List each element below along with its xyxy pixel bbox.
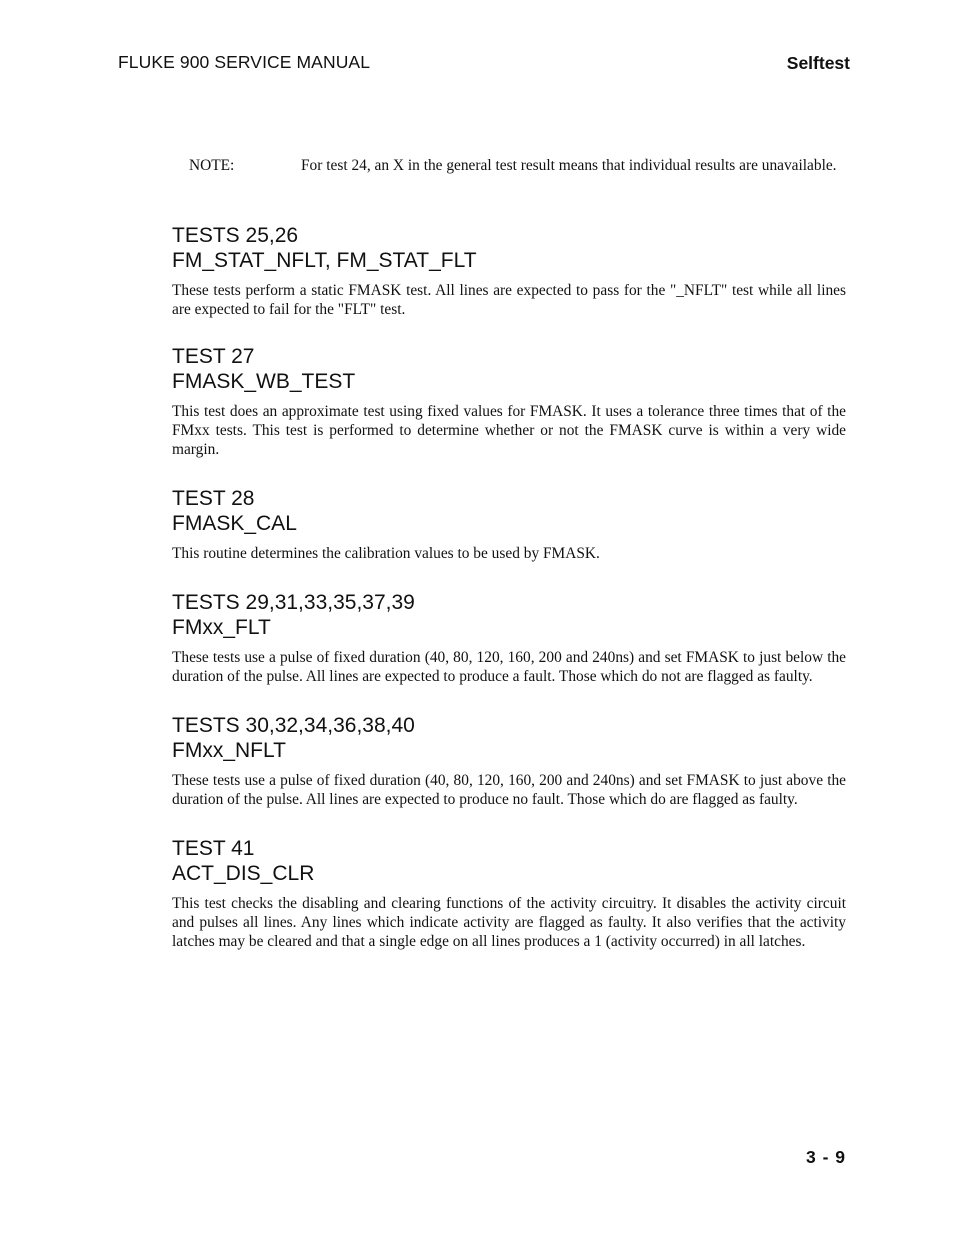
section-heading-number: TESTS 30,32,34,36,38,40	[172, 714, 415, 737]
section-body: This test checks the disabling and clearing functions of the activity circuitry. It disables the activity circuit and pulses all lines. Any lines which indicate activity are flagged as faulty. It also verifies that the activity latches may be cleared and that a single edge on all lines produces a 1 (activity occurred) in all latches.	[172, 895, 846, 950]
section-heading-name: FMASK_CAL	[172, 511, 297, 535]
note-block	[189, 156, 849, 175]
section-test-41	[172, 837, 846, 951]
section-tests-30-40	[172, 714, 846, 809]
running-header	[118, 52, 850, 76]
section-heading-name: FMASK_WB_TEST	[172, 369, 356, 393]
page-number: 3 - 9	[805, 1147, 846, 1167]
section-test-27	[172, 345, 846, 459]
section-heading-number: TESTS 25,26	[172, 224, 299, 247]
section-heading-number: TEST 41	[172, 837, 255, 860]
section-tests-25-26	[172, 224, 846, 319]
section-heading-name: FM_STAT_NFLT, FM_STAT_FLT	[172, 248, 477, 272]
section-body: These tests use a pulse of fixed duration (40, 80, 120, 160, 200 and 240ns) and set FMASK to just below the duration of the pulse. All lines are expected to produce a fault. Those which do not are flagged as faulty.	[172, 649, 846, 685]
section-body: These tests use a pulse of fixed duration (40, 80, 120, 160, 200 and 240ns) and set FMASK to just above the duration of the pulse. All lines are expected to produce no fault. Those which do are flagged as faulty.	[172, 772, 846, 808]
section-heading-name: FMxx_FLT	[172, 615, 271, 639]
note-text: For test 24, an X in the general test result means that individual results are unavailable.	[301, 157, 837, 174]
section-heading-name: ACT_DIS_CLR	[172, 861, 315, 885]
section-heading-number: TEST 28	[172, 487, 255, 510]
section-body: This test does an approximate test using fixed values for FMASK. It uses a tolerance three times that of the FMxx tests. This test is performed to determine whether or not the FMASK curve is within a very wide margin.	[172, 403, 846, 458]
manual-title: FLUKE 900 SERVICE MANUAL	[118, 52, 371, 72]
main-content	[172, 224, 846, 951]
section-tests-29-39	[172, 591, 846, 686]
chapter-title: Selftest	[786, 53, 850, 73]
section-test-28	[172, 487, 846, 563]
section-body: This routine determines the calibration values to be used by FMASK.	[172, 545, 600, 562]
section-heading-number: TEST 27	[172, 345, 255, 368]
note-label: NOTE:	[189, 157, 235, 174]
section-heading-number: TESTS 29,31,33,35,37,39	[172, 591, 415, 614]
section-body: These tests perform a static FMASK test. All lines are expected to pass for the "_NFLT" test while all lines are expected to fail for the "FLT" test.	[172, 282, 846, 318]
section-heading-name: FMxx_NFLT	[172, 738, 286, 762]
